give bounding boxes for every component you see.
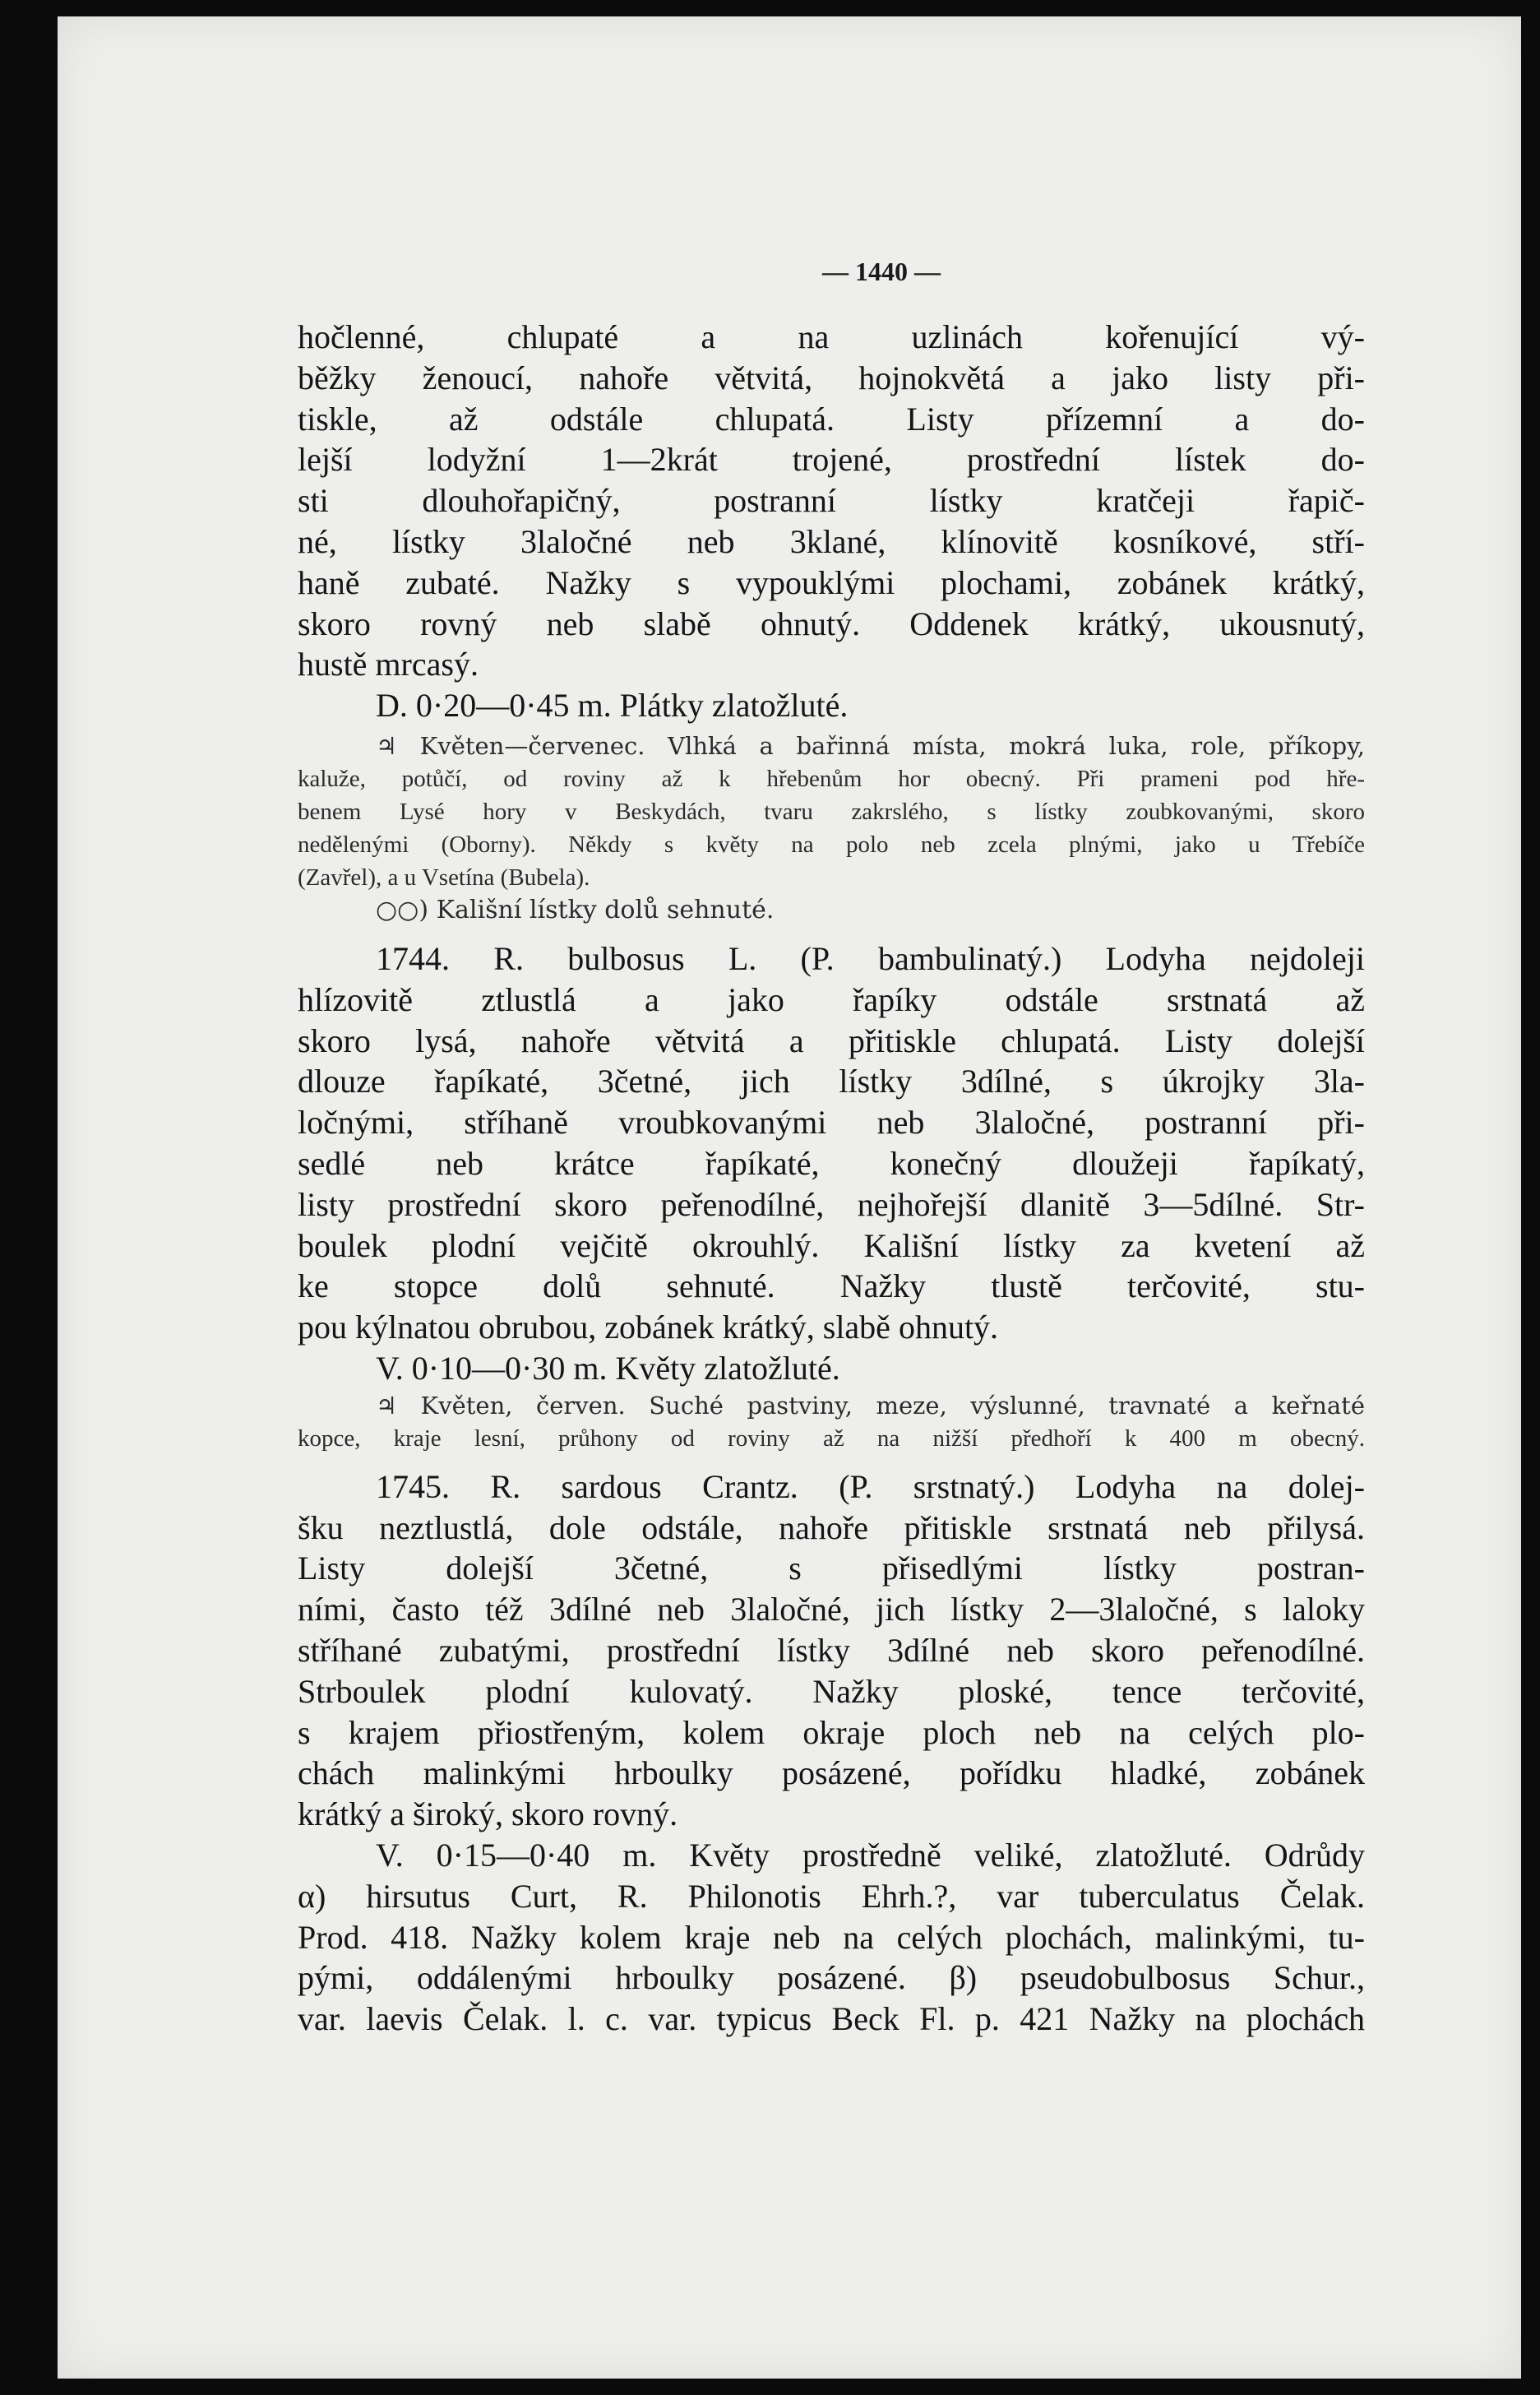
species-heading-line: 1745. R. sardous Crantz. (P. srstnatý.) Lodyha na dolej-	[376, 1467, 1365, 1505]
text-line: krátký a široký, skoro rovný.	[298, 1795, 678, 1833]
key-line: ○○) Kališní lístky dolů sehnuté.	[376, 895, 775, 924]
text-line: lejší lodyžní 1—2krát trojené, prostřední lístek do-	[298, 441, 1365, 479]
text-line: šku neztlustlá, dole odstále, nahoře přitiskle srstnatá neb přilysá.	[298, 1508, 1365, 1546]
text-line: s krajem přiostřeným, kolem okraje ploch neb na celých plo-	[298, 1713, 1365, 1751]
dimensions-line: D. 0·20—0·45 m. Plátky zlatožluté.	[376, 687, 849, 725]
text-line: Listy dolejší 3četné, s přisedlými lístky postran-	[298, 1550, 1365, 1587]
text-line: hustě mrcasý.	[298, 646, 479, 683]
text-line: pou kýlnatou obrubou, zobánek krátký, slabě ohnutý.	[298, 1309, 999, 1346]
text-line: ločnými, stříhaně vroubkovanými neb 3laločné, postranní při-	[298, 1104, 1365, 1142]
text-line: Prod. 418. Nažky kolem kraje neb na celých plochách, malinkými, tu-	[298, 1918, 1365, 1956]
note-line: nedělenými (Oborny). Někdy s květy na polo neb zcela plnými, jako u Třebíče	[298, 831, 1365, 858]
species-1745	[298, 1466, 1365, 2040]
text-line: stříhané zubatými, prostřední lístky 3dílné neb skoro peřenodílné.	[298, 1631, 1365, 1669]
dimensions-line: V. 0·10—0·30 m. Květy zlatožluté.	[376, 1349, 840, 1387]
text-line: né, lístky 3laločné neb 3klané, klínovitě kosníkové, stří-	[298, 522, 1365, 560]
text-line: haně zubaté. Nažky s vypouklými plochami, zobánek krátký,	[298, 563, 1365, 601]
text-line: α) hirsutus Curt, R. Philonotis Ehrh.?, var tuberculatus Čelak.	[298, 1877, 1365, 1915]
dimensions-line: V. 0·15—0·40 m. Květy prostředně veliké, zlatožluté. Odrůdy	[376, 1836, 1365, 1874]
text-line: ke stopce dolů sehnuté. Nažky tlustě terčovité, stu-	[298, 1267, 1365, 1305]
text-line: sti dlouhořapičný, postranní lístky kratčeji řapič-	[298, 482, 1365, 520]
text-line: dlouze řapíkaté, 3četné, jich lístky 3dílné, s úkrojky 3la-	[298, 1063, 1365, 1100]
note-line: kopce, kraje lesní, průhony od roviny až na nižší předhoří k 400 m obecný.	[298, 1424, 1365, 1452]
text-line: hlízovitě ztlustlá a jako řapíky odstále srstnatá až	[298, 980, 1365, 1018]
species-1744	[298, 938, 1365, 1389]
text-line: sedlé neb krátce řapíkaté, konečný dloužeji řapíkatý,	[298, 1144, 1365, 1182]
note-line: ♃ Květen—červenec. Vlhká a bařinná místa, mokrá luka, role, příkopy,	[376, 731, 1365, 760]
text-line: hočlenné, chlupaté a na uzlinách kořenující vý-	[298, 318, 1365, 355]
text-line: boulek plodní vejčitě okrouhlý. Kališní lístky za kvetení až	[298, 1226, 1365, 1264]
note-line: (Zavřel), a u Vsetína (Bubela).	[298, 864, 590, 891]
text-line: var. laevis Čelak. l. c. var. typicus Beck Fl. p. 421 Nažky na plochách	[298, 2000, 1365, 2038]
note-line: benem Lysé hory v Beskydách, tvaru zakrslého, s lístky zoubkovanými, skoro	[298, 798, 1365, 825]
text-line: ními, často též 3dílné neb 3laločné, jich lístky 2—3laločné, s laloky	[298, 1591, 1365, 1628]
text-line: pými, oddálenými hrboulky posázené. β) pseudobulbosus Schur.,	[298, 1959, 1365, 1997]
habitat-notes	[298, 730, 1365, 927]
text-line: skoro rovný neb slabě ohnutý. Oddenek krátký, ukousnutý,	[298, 605, 1365, 642]
text-line: běžky ženoucí, nahoře větvitá, hojnokvětá a jako listy při-	[298, 359, 1365, 396]
page-number: — 1440 —	[822, 257, 941, 286]
habitat-notes	[298, 1389, 1365, 1455]
text-line: skoro lysá, nahoře větvitá a přitiskle chlupatá. Listy dolejší	[298, 1021, 1365, 1059]
text-line: listy prostřední skoro peřenodílné, nejhořejší dlanitě 3—5dílné. Str-	[298, 1185, 1365, 1223]
text-column	[298, 317, 1365, 2040]
text-line: Strboulek plodní kulovatý. Nažky ploské, tence terčovité,	[298, 1672, 1365, 1710]
species-heading-line: 1744. R. bulbosus L. (P. bambulinatý.) Lodyha nejdoleji	[376, 939, 1365, 977]
text-line: chách malinkými hrboulky posázené, pořídku hladké, zobánek	[298, 1754, 1365, 1792]
text-line: tiskle, až odstále chlupatá. Listy přízemní a do-	[298, 400, 1365, 438]
note-line: kaluže, potůčí, od roviny až k hřebenům hor obecný. Při prameni pod hře-	[298, 765, 1365, 792]
block-1743-continuation	[298, 317, 1365, 726]
note-line: ♃ Květen, červen. Suché pastviny, meze, výslunné, travnaté a keřnaté	[376, 1391, 1365, 1420]
